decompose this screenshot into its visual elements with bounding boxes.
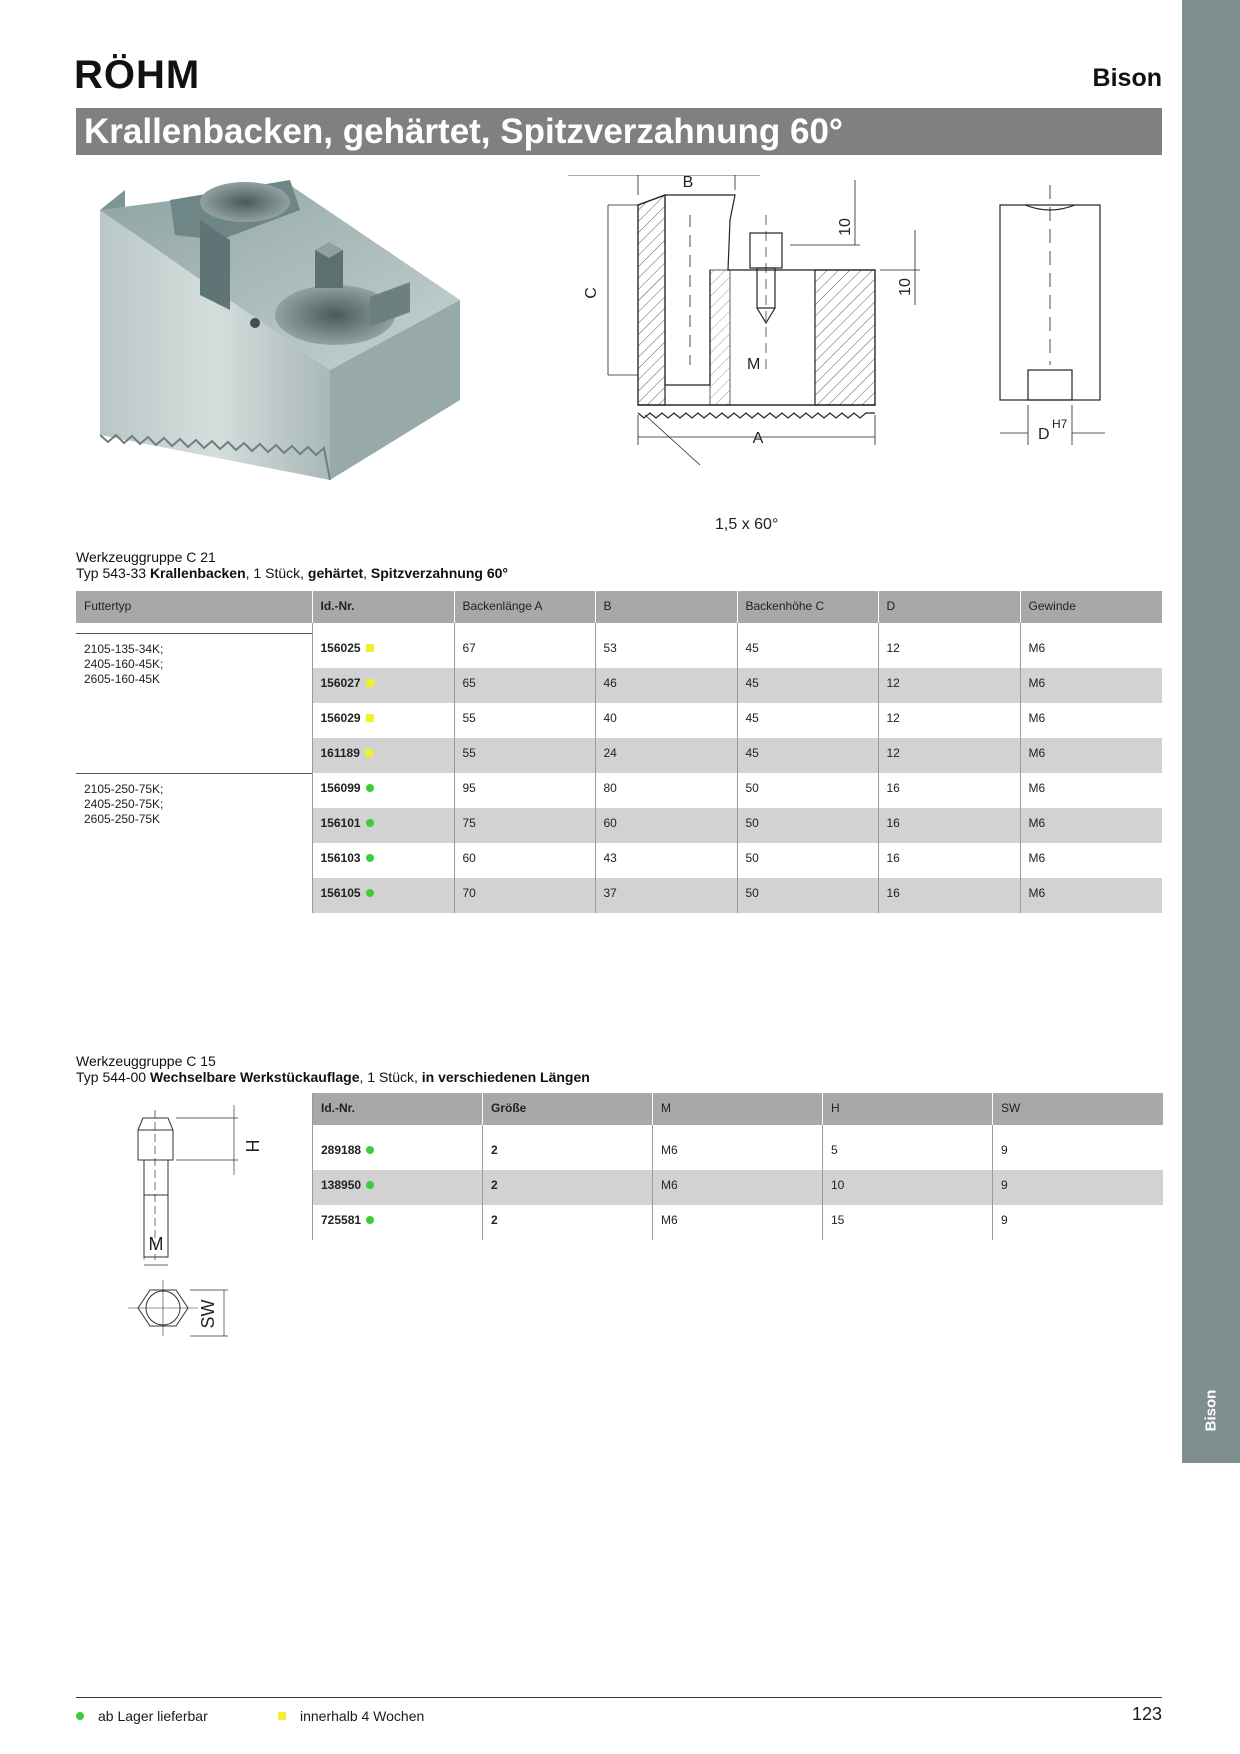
- svg-text:10: 10: [837, 218, 854, 236]
- svg-text:M: M: [747, 356, 761, 373]
- side-tab-band: [1182, 0, 1240, 1463]
- page-number: 123: [1131, 1704, 1162, 1724]
- availability-green-icon: [366, 819, 374, 827]
- svg-text:B: B: [682, 175, 694, 191]
- table-row: 156105 70 37 50 16 M6: [76, 878, 1162, 913]
- roehm-logo: [74, 44, 214, 99]
- svg-text:RÖHM: RÖHM: [74, 53, 201, 94]
- svg-text:10: 10: [897, 278, 914, 296]
- table-row: 2105-250-75K; 2405-250-75K; 2605-250-75K 156099 95 80 50 16 M6: [76, 773, 1162, 808]
- col-size: Größe: [483, 1093, 653, 1125]
- section2-caption: [76, 1053, 590, 1085]
- section1-type: Typ 543-33 Krallenbacken, 1 Stück, gehärtet, Spitzverzahnung 60°: [76, 565, 508, 581]
- col-thread: Gewinde: [1020, 591, 1162, 623]
- svg-text:H7: H7: [1052, 417, 1068, 431]
- availability-yellow-icon: [366, 714, 374, 722]
- col-d: D: [878, 591, 1020, 623]
- brand-label: Bison: [1092, 64, 1162, 92]
- table-row: 156101 75 60 50 16 M6: [76, 808, 1162, 843]
- availability-green-icon: [366, 784, 374, 792]
- jaw-table-header: [76, 591, 1162, 623]
- availability-green-icon: [366, 1146, 374, 1154]
- table-row: 156103 60 43 50 16 M6: [76, 843, 1162, 878]
- col-futtertyp: Futtertyp: [76, 591, 312, 623]
- svg-text:SW: SW: [198, 1299, 218, 1329]
- legend-four-weeks: innerhalb 4 Wochen: [278, 1708, 424, 1724]
- svg-text:D: D: [1038, 426, 1050, 443]
- technical-drawing: [560, 175, 1180, 550]
- futter-group-2: 2105-250-75K; 2405-250-75K; 2605-250-75K: [76, 773, 312, 913]
- col-b: B: [595, 591, 737, 623]
- support-table: [312, 1093, 1163, 1240]
- availability-green-icon: [366, 1216, 374, 1224]
- svg-text:1,5 x 60°: 1,5 x 60°: [715, 516, 779, 533]
- svg-text:A: A: [752, 430, 764, 447]
- col-id: Id.-Nr.: [312, 591, 454, 623]
- section2-type: Typ 544-00 Wechselbare Werkstückauflage, 1 Stück, in verschiedenen Längen: [76, 1069, 590, 1085]
- svg-text:M: M: [148, 1234, 164, 1254]
- svg-text:C: C: [583, 287, 600, 299]
- table-row: 156029 55 40 45 12 M6: [76, 703, 1162, 738]
- availability-green-icon: [76, 1712, 84, 1720]
- table-row: 289188 2 M6 5 9: [313, 1135, 1163, 1170]
- table-row: 725581 2 M6 15 9: [313, 1205, 1163, 1240]
- availability-green-icon: [366, 889, 374, 897]
- section1-caption: [76, 549, 508, 581]
- jaw-table: [76, 591, 1162, 913]
- table-row: 138950 2 M6 10 9: [313, 1170, 1163, 1205]
- availability-green-icon: [366, 854, 374, 862]
- side-tab-label: Bison: [1202, 1389, 1220, 1431]
- col-id: Id.-Nr.: [313, 1093, 483, 1125]
- col-length-a: Backenlänge A: [454, 591, 595, 623]
- page-title: Krallenbacken, gehärtet, Spitzverzahnung 60°: [76, 108, 1162, 155]
- support-bolt-drawing: [128, 1100, 268, 1345]
- availability-green-icon: [366, 1181, 374, 1189]
- footer-rule: [76, 1697, 1162, 1698]
- col-m: M: [653, 1093, 823, 1125]
- table-row: 156027 65 46 45 12 M6: [76, 668, 1162, 703]
- availability-yellow-icon: [366, 679, 374, 687]
- legend-in-stock: ab Lager lieferbar: [76, 1708, 208, 1724]
- availability-yellow-icon: [365, 749, 373, 757]
- section1-group: Werkzeuggruppe C 21: [76, 549, 216, 565]
- col-sw: SW: [993, 1093, 1163, 1125]
- col-height-c: Backenhöhe C: [737, 591, 878, 623]
- availability-yellow-icon: [366, 644, 374, 652]
- table-row: 2105-135-34K; 2405-160-45K; 2605-160-45K 156025 67 53 45 12 M6: [76, 633, 1162, 668]
- product-photo: [100, 180, 530, 525]
- section2-group: Werkzeuggruppe C 15: [76, 1053, 216, 1069]
- support-table-header: [313, 1093, 1163, 1125]
- table-row: 161189 55 24 45 12 M6: [76, 738, 1162, 773]
- availability-yellow-icon: [278, 1712, 286, 1720]
- svg-text:H: H: [242, 1139, 262, 1153]
- futter-group-1: 2105-135-34K; 2405-160-45K; 2605-160-45K: [76, 633, 312, 773]
- col-h: H: [823, 1093, 993, 1125]
